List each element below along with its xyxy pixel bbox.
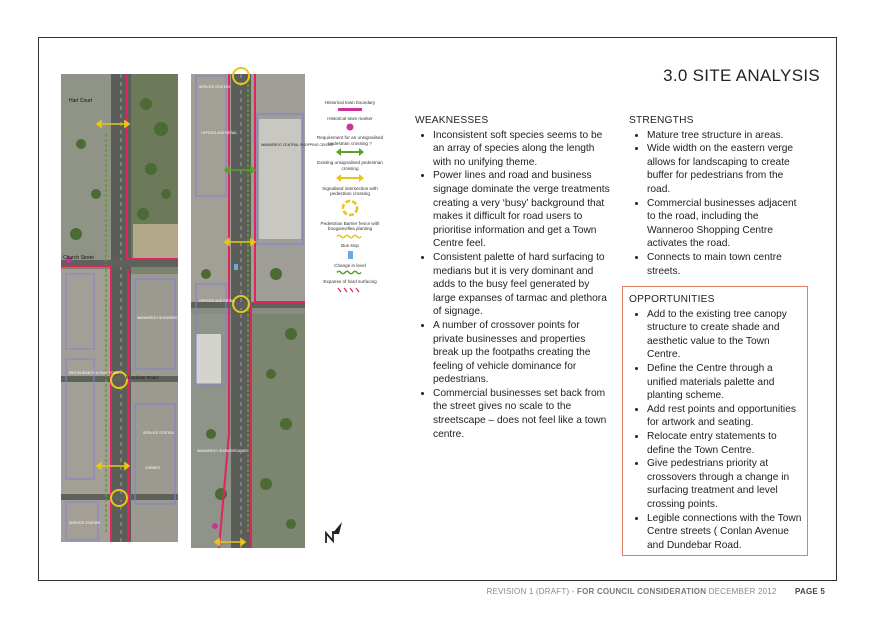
list-item: • Consistent palette of hard surfacing to medians but it is very dominant and adds to the busy feel generated by large expanses of tarmac and plethora of signage. [433,251,610,319]
opportunities-heading: OPPORTUNITIES [629,294,715,305]
map-label-shopping-centre: WANNEROO CENTRAL SHOPPING CENTRE [261,143,334,147]
weaknesses-heading: WEAKNESSES [415,115,489,126]
map-label-showground: WANNEROO SHOWGROUND [137,316,186,320]
legend-label: Change in level [334,262,366,268]
list-item: • Mature tree structure in areas. [647,129,805,143]
aerial-map-north [191,74,334,548]
opportunities-list [629,308,805,553]
double-arrow-green-icon [336,148,364,156]
double-arrow-yellow-icon [336,174,364,182]
legend-item-green-arrow [312,135,388,156]
level-change-icon [337,270,363,275]
legend-label: Bus stop [341,242,359,248]
list-item: • Commercial businesses set back from the street gives no scale to the streetscape – does not feel like a town centre. [433,387,610,441]
legend-label: Expanse of hard surfacing [323,279,377,285]
strengths-heading: STRENGTHS [629,115,694,126]
hard-surfacing-icon [337,287,363,293]
opportunities-section [629,293,805,552]
list-item: • Power lines and road and business signage dominate the verge treatments creating a very ‘busy’ background that makes it difficult for road users to prioritise information and get a Town Centre feel. [433,169,610,251]
page-footer [300,587,825,596]
bus-stop-icon [348,251,353,259]
strengths-section [629,114,805,278]
barrier-fence-icon [337,234,363,239]
map-label-hart-court: Hart Court [69,98,93,104]
page-number: PAGE 5 [795,587,825,596]
list-item: • A number of crossover points for private businesses and properties break up the footpaths creating the feeling of vehicle dominance for pedestrians. [433,319,610,387]
map-label-offices-retail-1: OFFICES AND RETAIL [201,131,238,135]
list-item: • Wide width on the eastern verge allows for landscaping to create buffer for pedestrians from the road. [647,142,805,196]
legend-label: Signalised intersection with pedestrian crossing [322,185,378,197]
map-label-restaurants: RESTAURANTS & FAST FOOD [69,371,119,375]
boundary-line-icon [338,108,362,112]
map-label-dundebar-road: Dundebar Road [126,375,158,380]
legend-item-barrier [312,221,388,239]
map-label-offices-retail-2: OFFICES AND RETAIL [199,299,236,303]
legend-label: Pedestrian Barrier fence with bougainvillea planting [320,220,380,232]
map-label-service-station-2: SERVICE STATION [69,521,100,525]
map-label-church-street: Church Street [63,255,94,261]
list-item: • Legible connections with the Town Centre streets ( Conlan Avenue and Dundebar Road. [647,512,805,553]
map-label-service-station-top: SERVICE STATION [199,85,230,89]
legend-item-hard-surfacing [312,279,388,293]
legend-item-yellow-arrow [312,160,388,181]
footer-revision: REVISION 1 (DRAFT) - [486,587,575,596]
list-item: • Give pedestrians priority at crossovers through a change in surfacing treatment and level crossing points. [647,457,805,511]
footer-consideration: FOR COUNCIL CONSIDERATION [577,587,707,596]
map-legend [312,100,388,297]
footer-date: DECEMBER 2012 [708,587,777,596]
legend-item-level [312,263,388,276]
list-item: • Define the Centre through a unified materials palette and planting scheme. [647,362,805,403]
strengths-list [629,129,805,279]
legend-label: Historical town boundary [324,100,376,105]
town-marker-icon [346,123,354,131]
legend-item-signal [312,186,388,217]
list-item: • Commercial businesses adjacent to the road, including the Wanneroo Shopping Centre activates the road. [647,197,805,251]
legend-label: Requirement for an unsignalised pedestrian crossing ? [316,135,384,146]
legend-label: Existing unsignalised pedestrian crossing [317,160,383,171]
weaknesses-list [415,129,610,442]
legend-item-marker [312,116,388,132]
map-label-chemist: CHEMIST [145,466,161,470]
map-label-showgrounds: WANNEROO SHOWGROUNDS [197,449,248,453]
weaknesses-section [415,114,610,441]
map-label-service-station-1: SERVICE STATION [143,431,174,435]
aerial-map-south [61,74,186,542]
list-item: • Add rest points and opportunities for artwork and seating. [647,403,805,430]
signal-circle-icon [341,199,359,217]
list-item: • Inconsistent soft species seems to be an array of species along the length with no unifying theme. [433,129,610,170]
north-arrow-icon [322,520,346,546]
legend-item-boundary [312,100,388,112]
legend-item-bus [312,243,388,259]
page-title: 3.0 SITE ANALYSIS [663,66,820,85]
list-item: • Relocate entry statements to define the Town Centre. [647,430,805,457]
list-item: • Connects to main town centre streets. [647,251,805,278]
legend-label: Historical town marker [327,115,373,121]
list-item: • Add to the existing tree canopy structure to create shade and aesthetic value to the Town Centre. [647,308,805,362]
